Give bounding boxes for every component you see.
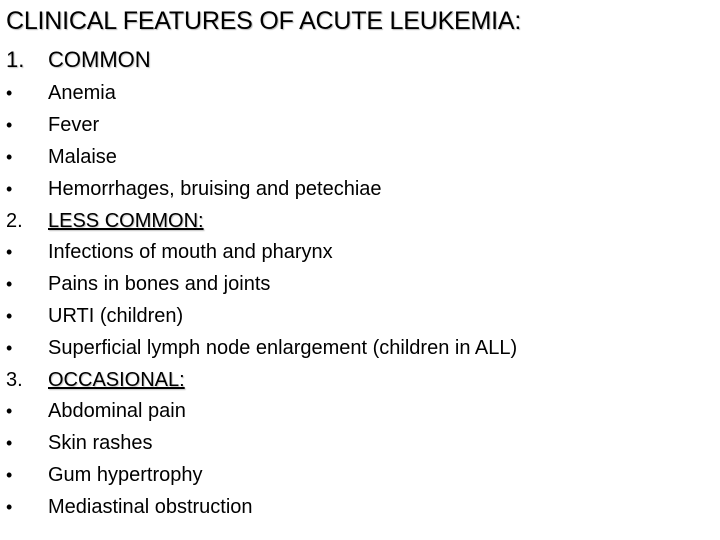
bullet-icon: • bbox=[6, 496, 13, 517]
list-item bbox=[6, 173, 706, 205]
list-item bbox=[6, 460, 706, 492]
section-heading-common bbox=[6, 44, 151, 76]
feature-list bbox=[6, 78, 706, 523]
list-item bbox=[6, 301, 706, 333]
list-item-text: URTI (children) bbox=[48, 304, 184, 327]
bullet-icon: • bbox=[6, 305, 13, 326]
list-item-text: Pains in bones and joints bbox=[48, 273, 271, 296]
list-item bbox=[6, 396, 706, 428]
list-item-text: Mediastinal obstruction bbox=[48, 495, 253, 518]
bullet-icon: • bbox=[6, 401, 13, 422]
bullet-icon: • bbox=[6, 464, 13, 485]
list-item-text: Fever bbox=[48, 114, 100, 137]
section-heading-text: LESS COMMON: bbox=[48, 209, 204, 232]
section-heading-text: COMMON bbox=[48, 47, 151, 72]
bullet-icon: • bbox=[6, 433, 13, 454]
list-item-text: Superficial lymph node enlargement (children in ALL) bbox=[48, 336, 518, 359]
slide-title: CLINICAL FEATURES OF ACUTE LEUKEMIA: bbox=[6, 7, 522, 35]
list-item-text: Malaise bbox=[48, 145, 117, 168]
list-item bbox=[6, 110, 706, 142]
bullet-icon: • bbox=[6, 242, 13, 263]
list-item bbox=[6, 142, 706, 174]
list-item bbox=[6, 428, 706, 460]
bullet-icon: • bbox=[6, 146, 13, 167]
list-item-text: Skin rashes bbox=[48, 432, 153, 455]
bullet-icon: • bbox=[6, 83, 13, 104]
section-number: 3. bbox=[6, 368, 23, 391]
list-item-text: Anemia bbox=[48, 82, 116, 105]
list-item bbox=[6, 237, 706, 269]
list-item bbox=[6, 269, 706, 301]
section-number: 1. bbox=[6, 47, 25, 72]
list-item-text: Abdominal pain bbox=[48, 400, 186, 423]
list-item-text: Infections of mouth and pharynx bbox=[48, 241, 333, 264]
bullet-icon: • bbox=[6, 337, 13, 358]
bullet-icon: • bbox=[6, 274, 13, 295]
list-item bbox=[6, 491, 706, 523]
section-number: 2. bbox=[6, 209, 23, 232]
section-heading-occasional bbox=[6, 364, 706, 396]
section-heading-less-common bbox=[6, 205, 706, 237]
bullet-icon: • bbox=[6, 178, 13, 199]
list-item-text: Hemorrhages, bruising and petechiae bbox=[48, 177, 382, 200]
section-heading-text: OCCASIONAL: bbox=[48, 368, 185, 391]
list-item-text: Gum hypertrophy bbox=[48, 463, 203, 486]
list-item bbox=[6, 78, 706, 110]
bullet-icon: • bbox=[6, 115, 13, 136]
list-item bbox=[6, 332, 706, 364]
